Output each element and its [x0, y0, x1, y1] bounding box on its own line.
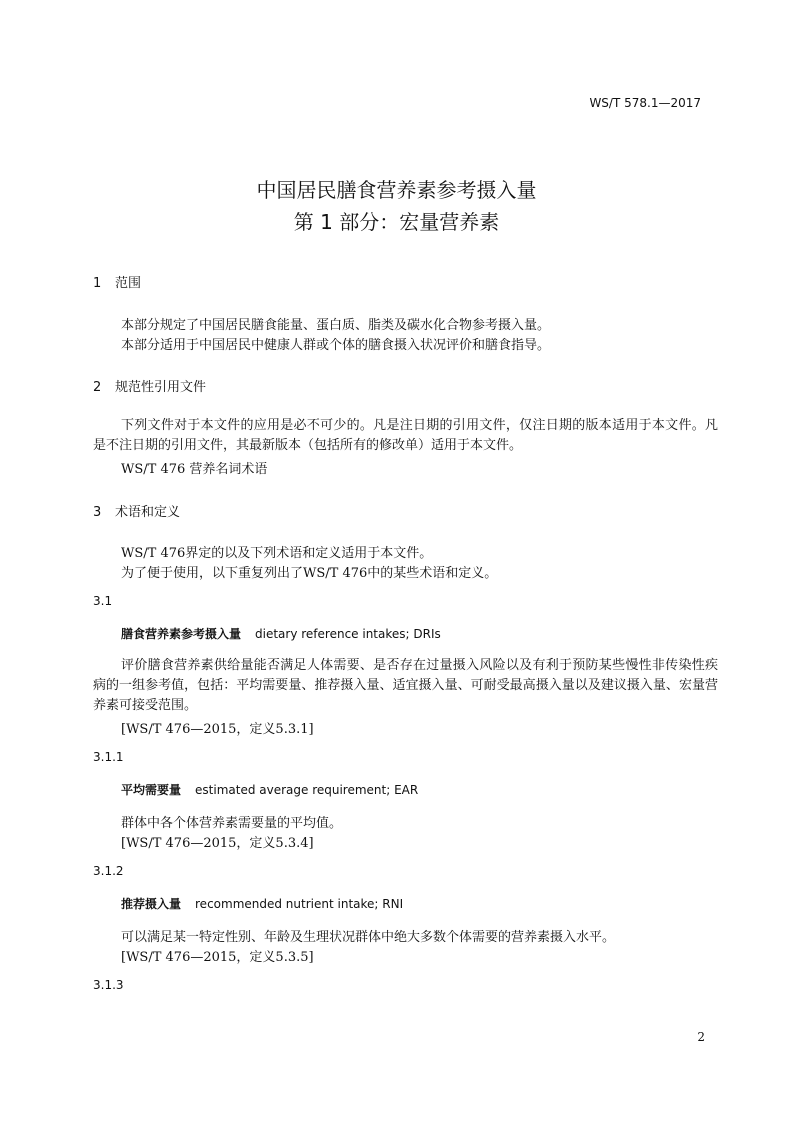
paragraph: 本部分规定了中国居民膳食能量、蛋白质、脂类及碳水化合物参考摄入量。 — [121, 318, 551, 333]
term-chinese: 平均需要量 — [121, 783, 182, 797]
section-number: 3 — [93, 505, 102, 520]
term-entry — [121, 625, 441, 642]
document-title: 中国居民膳食营养素参考摄入量 — [256, 178, 537, 202]
term-number: 3.1.2 — [93, 864, 124, 878]
paragraph: 为了便于使用，以下重复列出了WS/T 476中的某些术语和定义。 — [121, 566, 498, 581]
paragraph: 本部分适用于中国居民中健康人群或个体的膳食摄入状况评价和膳食指导。 — [121, 338, 551, 353]
term-source: [WS/T 476—2015，定义5.3.1] — [121, 722, 314, 737]
document-subtitle: 第 1 部分：宏量营养素 — [293, 210, 500, 234]
term-source: [WS/T 476—2015，定义5.3.5] — [121, 950, 314, 965]
term-english: recommended nutrient intake; RNI — [195, 897, 404, 911]
term-definition: 评价膳食营养素供给量能否满足人体需要、是否存在过量摄入风险以及有利于预防某些慢性非传染性疾病的一组参考值，包括：平均需要量、推荐摄入量、适宜摄入量、可耐受最高摄入量以及建议摄入量、宏量营养素可接受范围。 — [93, 658, 718, 713]
term-english: estimated average requirement; EAR — [195, 783, 419, 797]
term-chinese: 推荐摄入量 — [121, 897, 182, 911]
term-number: 3.1 — [93, 594, 113, 608]
term-definition: 群体中各个体营养素需要量的平均值。 — [121, 816, 343, 831]
standard-code: WS/T 578.1—2017 — [589, 96, 701, 110]
term-number: 3.1.1 — [93, 750, 124, 764]
term-chinese: 膳食营养素参考摄入量 — [121, 627, 242, 641]
section-number: 2 — [93, 380, 102, 395]
term-entry — [121, 895, 403, 912]
section-title: 范围 — [115, 276, 142, 291]
paragraph: 下列文件对于本文件的应用是必不可少的。凡是注日期的引用文件，仅注日期的版本适用于本文件。凡是不注日期的引用文件，其最新版本（包括所有的修改单）适用于本文件。 — [93, 418, 718, 453]
page-number: 2 — [697, 1030, 705, 1044]
term-number: 3.1.3 — [93, 978, 124, 992]
term-source: [WS/T 476—2015，定义5.3.4] — [121, 836, 314, 851]
section-heading-terms — [93, 501, 180, 520]
section-number: 1 — [93, 276, 102, 291]
section-heading-scope — [93, 272, 141, 291]
section-title: 规范性引用文件 — [115, 380, 207, 395]
reference-item: WS/T 476 营养名词术语 — [121, 462, 268, 477]
term-definition: 可以满足某一特定性别、年龄及生理状况群体中绝大多数个体需要的营养素摄入水平。 — [121, 930, 616, 945]
term-english: dietary reference intakes; DRIs — [255, 627, 441, 641]
paragraph: WS/T 476界定的以及下列术语和定义适用于本文件。 — [121, 546, 433, 561]
section-heading-normative-references — [93, 376, 206, 395]
term-entry — [121, 781, 418, 798]
section-title: 术语和定义 — [115, 505, 181, 520]
